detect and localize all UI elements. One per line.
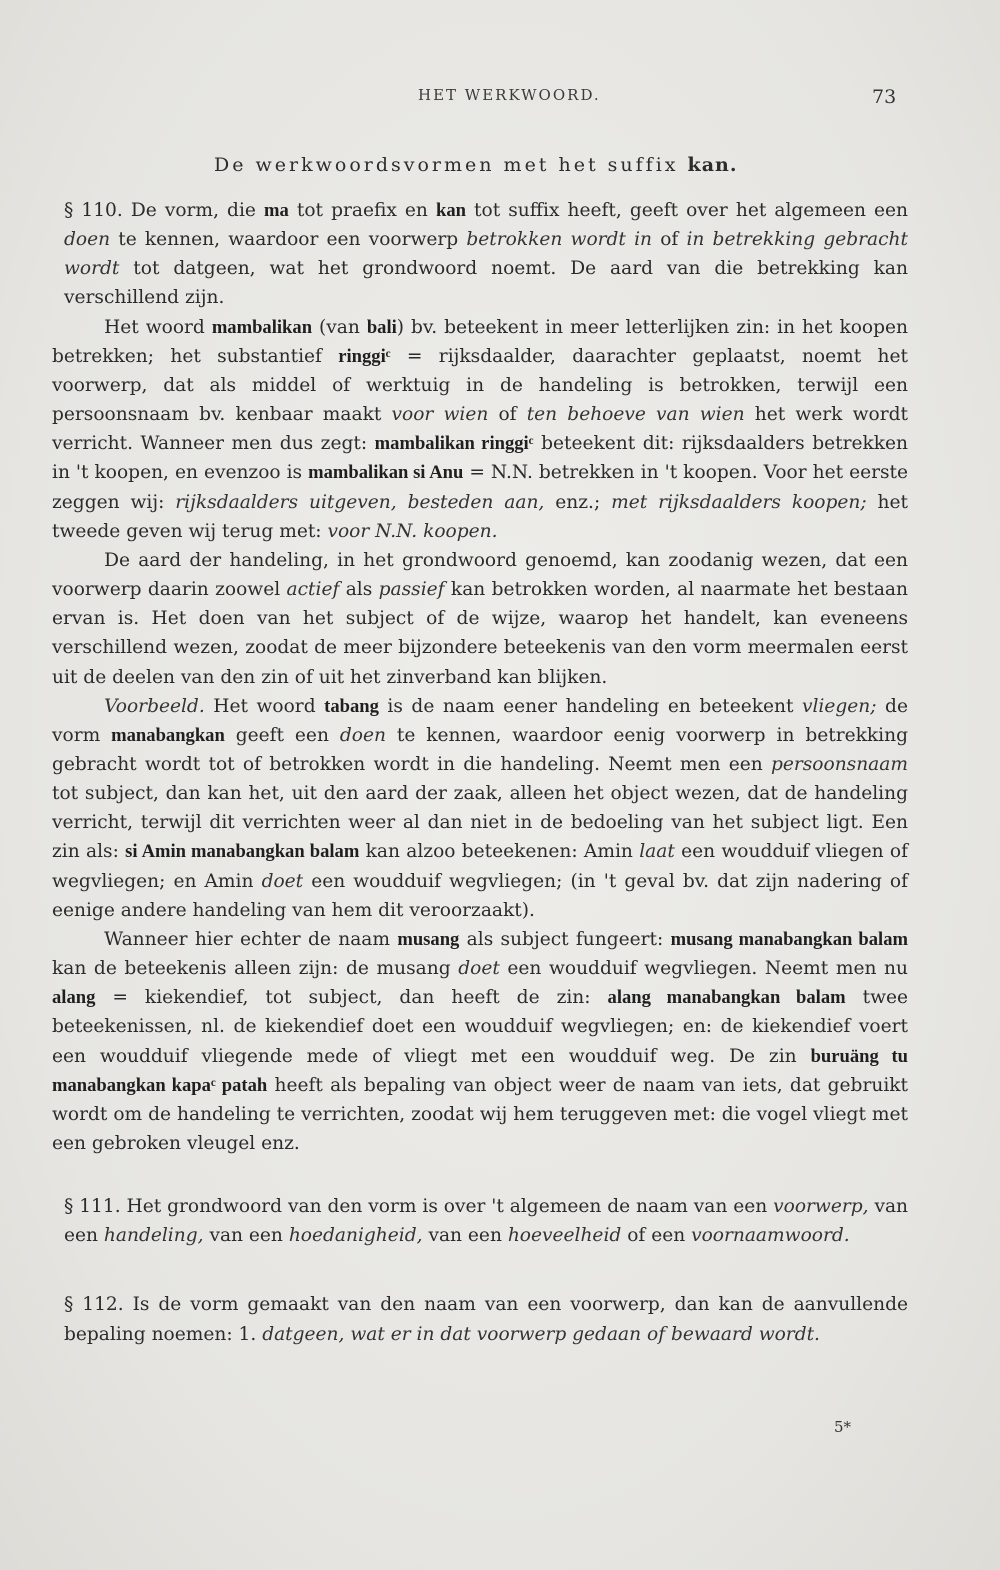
text-run: § 110. De vorm, die <box>64 200 264 221</box>
bold-term: kan <box>435 200 466 221</box>
text-run: ) bv. beteekent in meer letterlijken zin: in het koopen betrekken; het substantief <box>52 316 909 367</box>
italic-phrase: in betrekking gebracht wordt <box>64 229 909 280</box>
italic-phrase: doen <box>339 724 386 746</box>
paragraph-musang <box>52 925 908 1158</box>
text-run: = kiekendief, tot subject, dan heeft de zin: <box>95 987 608 1009</box>
italic-phrase: voorwerp, <box>773 1196 869 1218</box>
text-run: § 111. Het grondwoord van den vorm is over 't algemeen de naam van een <box>64 1196 774 1218</box>
body-text <box>52 196 908 1349</box>
signature-mark: 5* <box>834 1418 852 1436</box>
text-run: De aard der handeling, in het grondwoord genoemd, kan zoodanig wezen, dat een voorwerp daarin zoowel <box>52 549 908 601</box>
section-title <box>214 154 774 176</box>
italic-phrase: persoonsnaam <box>770 753 908 775</box>
italic-phrase: doen <box>64 229 111 251</box>
bold-term: bali <box>366 316 397 338</box>
bold-term: mambalikan <box>211 316 313 338</box>
text-run: Het woord <box>204 695 325 717</box>
text-run: tot praefix en <box>288 200 436 221</box>
text-run: beteekent dit: rijksdaalders betrekken in 't koopen, en evenzoo is <box>52 433 908 484</box>
italic-phrase: met rijksdaalders koopen; <box>611 491 867 513</box>
text-run: heeft als bepaling van object weer de naam van iets, dat gebruikt wordt om de handeling te verrichten, zoodat wij hem teruggeven met: die vogel vliegt met een gebroken vleugel enz. <box>52 1074 908 1154</box>
text-run: (van <box>312 316 367 338</box>
paragraph-mambalikan <box>52 313 908 546</box>
bold-term: ma <box>263 200 289 221</box>
paragraph-aard <box>52 546 908 692</box>
text-run: het tweede geven wij terug met: <box>52 491 909 542</box>
text-run: de vorm <box>52 695 908 746</box>
text-run: = rijksdaalder, daarachter geplaatst, noemt het voorwerp, dat als middel of werktuig in de handeling is betrokken, terwijl een persoonsnaam bv. kenbaar maakt <box>52 345 909 426</box>
italic-phrase: ten behoeve van wien <box>526 404 745 426</box>
italic-phrase: vliegen; <box>801 695 877 717</box>
italic-phrase: laat <box>639 841 675 863</box>
bold-term: mambalikan si Anu <box>308 462 464 484</box>
paragraph-112 <box>52 1290 908 1348</box>
text-run: van een <box>64 1196 909 1247</box>
italic-phrase: voor N.N. koopen. <box>327 520 498 542</box>
bold-term: si Amin manabangkan balam <box>125 841 360 863</box>
bold-term: ringgiᶜ <box>338 345 391 367</box>
italic-phrase: handeling, <box>103 1225 204 1247</box>
italic-phrase: betrokken wordt in <box>466 229 653 251</box>
text-run: twee beteekenissen, nl. de kiekendief doet een woudduif wegvliegen; en: de kiekendief voert een woudduif vliegende mede of vliegt met een woudduif weg. De zin <box>52 987 908 1067</box>
bold-term: buruäng tu manabangkan kapaᶜ patah <box>52 1045 908 1096</box>
text-run: kan betrokken worden, al naarmate het bestaan ervan is. Het doen van het subject of de wijze, waarop het handelt, kan eveneens verschillend wezen, zoodat de meer bijzondere beteekenis van den vorm meermalen eerst uit de deelen van den zin of uit het zinverband kan blijken. <box>52 579 908 688</box>
text-run: Wanneer hier echter de naam <box>104 928 398 950</box>
bold-term: mambalikan ringgiᶜ <box>374 433 534 455</box>
italic-phrase: doet <box>458 958 500 980</box>
italic-phrase: actief <box>286 579 340 601</box>
italic-phrase: doet <box>261 870 304 892</box>
italic-phrase: voornaamwoord. <box>691 1225 850 1247</box>
section-title-suffix: kan. <box>687 154 738 176</box>
italic-phrase: hoedanigheid, <box>288 1225 423 1247</box>
page-number: 73 <box>872 86 897 108</box>
text-run: een woudduif wegvliegen; (in 't geval bv. dat zijn nadering of eenige andere handeling van hem dit veroorzaakt). <box>52 870 909 921</box>
text-run: van een <box>422 1225 508 1247</box>
text-run: te kennen, waardoor een voorwerp <box>110 229 467 251</box>
text-run: of <box>652 229 687 251</box>
text-run: enz.; <box>544 491 612 513</box>
text-run: tot datgeen, wat het grondwoord noemt. De aard van die betrekking kan verschillend zijn. <box>64 258 908 309</box>
text-run: een woudduif wegvliegen. Neemt men nu <box>499 958 908 980</box>
bold-term: alang <box>52 987 96 1009</box>
section-title-text: De werkwoordsvormen met het suffix <box>214 154 679 176</box>
italic-phrase: hoeveelheid <box>507 1225 622 1247</box>
text-run: geeft een <box>224 724 340 746</box>
text-run: het werk wordt verricht. Wanneer men dus zegt: <box>52 404 908 455</box>
text-run: of een <box>621 1225 692 1247</box>
text-run: of <box>488 404 527 426</box>
italic-phrase: Voorbeeld. <box>104 695 205 717</box>
bold-term: musang <box>397 928 460 950</box>
text-run: van een <box>203 1225 289 1247</box>
running-head: HET WERKWOORD. <box>418 86 601 104</box>
text-run: is de naam eener handeling en beteekent <box>378 695 802 717</box>
text-run: Het woord <box>104 316 212 338</box>
text-run: tot suffix heeft, geeft over het algemeen een <box>465 200 908 221</box>
text-run: kan alzoo beteekenen: Amin <box>359 841 640 863</box>
paragraph-voorbeeld <box>52 692 908 925</box>
text-run: een woudduif vliegen of wegvliegen; en Amin <box>52 841 909 892</box>
text-run: te kennen, waardoor eenig voorwerp in betrekking gebracht wordt tot of betrokken wordt in die handeling. Neemt men een <box>52 724 908 775</box>
bold-term: alang manabangkan balam <box>607 987 846 1009</box>
paragraph-110 <box>52 196 908 313</box>
bold-term: tabang <box>324 695 379 717</box>
bold-term: musang manabangkan balam <box>670 928 908 950</box>
text-run: als subject fungeert: <box>459 928 671 950</box>
italic-phrase: rijksdaalders uitgeven, besteden aan, <box>175 491 545 513</box>
italic-phrase: voor wien <box>391 404 489 426</box>
paragraph-111 <box>52 1192 908 1250</box>
italic-phrase: passief <box>378 579 445 601</box>
italic-phrase: datgeen, wat er in dat voorwerp gedaan of bewaard wordt. <box>262 1323 820 1345</box>
text-run: als <box>339 579 379 601</box>
bold-term: manabangkan <box>111 724 225 746</box>
text-run: = N.N. betrekken in 't koopen. Voor het eerste zeggen wij: <box>52 462 908 513</box>
text-run: tot subject, dan kan het, uit den aard der zaak, alleen het object wezen, dat de handeling verricht, terwijl dit verrichten weer al dan niet in de bedoeling van het subject ligt. Een zin als: <box>52 783 908 863</box>
text-run: § 112. Is de vorm gemaakt van den naam van een voorwerp, dan kan de aanvullende bepaling noemen: 1. <box>64 1294 908 1345</box>
text-run: kan de beteekenis alleen zijn: de musang <box>52 958 459 980</box>
